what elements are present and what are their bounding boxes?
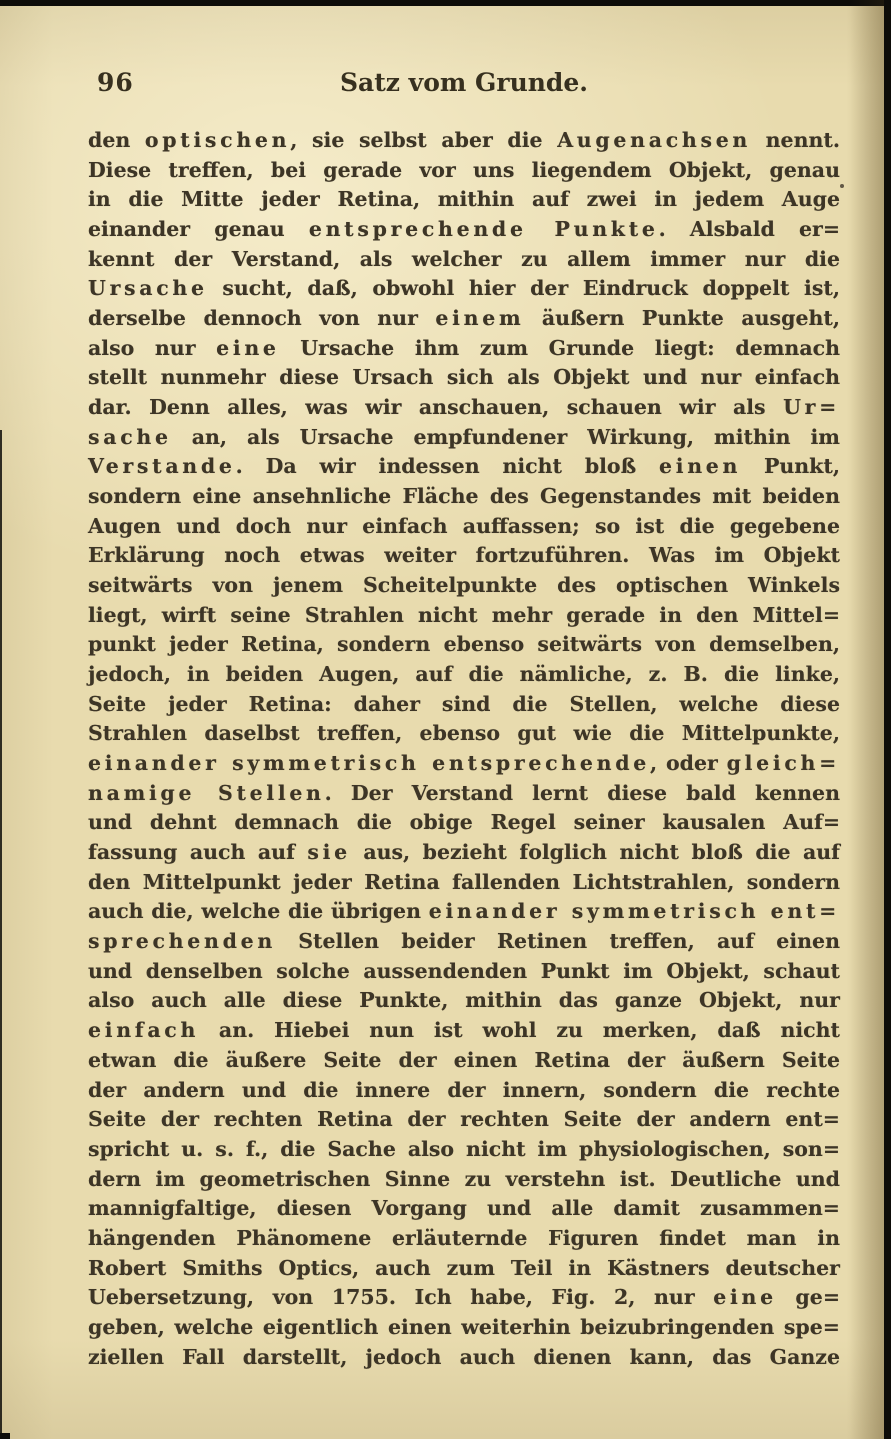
text-segment: Seite der rechten Retina der rechten Seite der andern ent= bbox=[88, 1107, 840, 1132]
text-line bbox=[88, 541, 840, 571]
text-segment: nennt. bbox=[751, 128, 841, 152]
text-line bbox=[88, 1224, 840, 1254]
text-segment: und dehnt demnach die obige Regel seiner kausalen Auf= bbox=[88, 810, 840, 835]
text-segment: Stellen beider Retinen treffen, auf einen bbox=[275, 929, 840, 954]
text-segment: sucht, daß, obwohl hier der Eindruck doppelt ist, bbox=[207, 276, 840, 301]
text-line bbox=[88, 452, 840, 482]
text-line bbox=[88, 1343, 840, 1373]
text-segment: mannigfaltige, diesen Vorgang und alle damit zusammen= bbox=[88, 1196, 840, 1221]
text-segment: etwan die äußere Seite der einen Retina der äußern Seite bbox=[88, 1047, 840, 1072]
text-segment: also nur bbox=[88, 335, 217, 360]
text-segment: , oder bbox=[649, 751, 727, 776]
text-segment: . Alsbald er= bbox=[658, 217, 841, 242]
emphasized-text: gleich= bbox=[726, 751, 841, 776]
text-segment: dar. Denn alles, was wir anschauen, schauen wir als bbox=[88, 395, 784, 420]
text-line bbox=[88, 1283, 840, 1313]
text-segment: Punkt, bbox=[741, 454, 840, 479]
emphasized-text: einem bbox=[435, 306, 525, 331]
text-line bbox=[88, 571, 840, 601]
text-line bbox=[88, 779, 840, 809]
text-line bbox=[88, 838, 840, 868]
emphasized-text: eine bbox=[216, 335, 280, 360]
text-line bbox=[88, 630, 840, 660]
text-segment: der andern und die innere der innern, sondern die rechte bbox=[88, 1077, 840, 1102]
text-line bbox=[88, 808, 840, 838]
text-line bbox=[88, 423, 840, 453]
emphasized-text: sie bbox=[307, 840, 351, 865]
text-segment: auch die, welche die übrigen bbox=[88, 899, 429, 924]
text-line bbox=[88, 986, 840, 1016]
text-line bbox=[88, 363, 840, 393]
text-segment: stellt nunmehr diese Ursach sich als Objekt und nur einfach bbox=[88, 365, 840, 390]
text-segment: und denselben solche aussendenden Punkt im Objekt, schaut bbox=[88, 958, 840, 983]
emphasized-text: Ursache bbox=[88, 276, 208, 301]
text-segment: an. Hiebei nun ist wohl zu merken, daß nicht bbox=[199, 1018, 840, 1043]
scan-corner-bottom-left bbox=[0, 1433, 10, 1439]
text-line bbox=[88, 334, 840, 364]
emphasized-text: optischen bbox=[144, 128, 291, 152]
text-line bbox=[88, 1165, 840, 1195]
text-line bbox=[88, 897, 840, 927]
text-segment: geben, welche eigentlich einen weiterhin beizubringenden spe= bbox=[88, 1314, 840, 1339]
emphasized-text: sprechenden bbox=[88, 929, 276, 954]
text-segment: ge= bbox=[776, 1285, 840, 1310]
text-segment: den bbox=[88, 128, 145, 152]
text-segment: hängenden Phänomene erläuternde Figuren findet man in bbox=[88, 1225, 840, 1250]
text-segment: fassung auch auf bbox=[88, 840, 308, 865]
scan-edge-right bbox=[884, 0, 891, 1439]
emphasized-text: einfach bbox=[88, 1018, 200, 1043]
text-line bbox=[88, 868, 840, 898]
text-segment: ziellen Fall darstellt, jedoch auch dienen kann, das Ganze bbox=[88, 1344, 840, 1369]
text-line bbox=[88, 660, 840, 690]
text-segment: seitwärts von jenem Scheitelpunkte des optischen Winkels bbox=[88, 573, 840, 598]
text-segment: spricht u. s. f., die Sache also nicht im physiologischen, son= bbox=[88, 1136, 840, 1161]
text-segment: jedoch, in beiden Augen, auf die nämliche, z. B. die linke, bbox=[88, 662, 840, 687]
emphasized-text: eine bbox=[713, 1285, 777, 1310]
text-segment: liegt, wirft seine Strahlen nicht mehr gerade in den Mittel= bbox=[88, 602, 840, 627]
text-segment: Diese treffen, bei gerade vor uns liegendem Objekt, genau bbox=[88, 157, 840, 182]
running-title: Satz vom Grunde. bbox=[339, 68, 589, 97]
emphasized-text: Verstande bbox=[88, 454, 236, 479]
body-text bbox=[88, 126, 840, 1372]
text-line bbox=[88, 1135, 840, 1165]
text-segment: einander genau bbox=[88, 217, 309, 242]
text-line bbox=[88, 245, 840, 275]
text-segment: aus, bezieht folglich nicht bloß die auf bbox=[350, 840, 840, 865]
text-line bbox=[88, 1105, 840, 1135]
text-segment: Ursache ihm zum Grunde liegt: demnach bbox=[279, 335, 841, 360]
emphasized-text: einander symmetrisch ent= bbox=[428, 899, 840, 924]
text-segment: an, als Ursache empfundener Wirkung, mithin im bbox=[171, 424, 840, 449]
text-segment: dern im geometrischen Sinne zu verstehn ist. Deutliche und bbox=[88, 1166, 840, 1191]
text-line bbox=[88, 274, 840, 304]
scan-edge-left bbox=[0, 430, 2, 1439]
text-segment: kennt der Verstand, als welcher zu allem immer nur die bbox=[88, 246, 840, 271]
text-segment: also auch alle diese Punkte, mithin das ganze Objekt, nur bbox=[88, 988, 840, 1013]
text-line bbox=[88, 126, 840, 156]
text-line bbox=[88, 393, 840, 423]
text-segment: Robert Smiths Optics, auch zum Teil in Kästners deutscher bbox=[88, 1255, 840, 1280]
page-curvature-shadow bbox=[850, 0, 884, 1439]
ink-speck bbox=[840, 184, 844, 188]
emphasized-text: Ur= bbox=[783, 395, 840, 420]
text-line bbox=[88, 1016, 840, 1046]
text-segment: , sie selbst aber die bbox=[290, 128, 558, 152]
text-line bbox=[88, 482, 840, 512]
emphasized-text: namige Stellen bbox=[88, 780, 325, 805]
text-line bbox=[88, 1046, 840, 1076]
text-segment: derselbe dennoch von nur bbox=[88, 306, 436, 331]
emphasized-text: entsprechende Punkte bbox=[308, 217, 659, 242]
text-segment: . Da wir indessen nicht bloß bbox=[235, 454, 659, 479]
emphasized-text: einen bbox=[659, 454, 742, 479]
text-segment: in die Mitte jeder Retina, mithin auf zwei in jedem Auge bbox=[88, 187, 840, 212]
scan-edge-top bbox=[0, 0, 891, 6]
text-segment: Uebersetzung, von 1755. Ich habe, Fig. 2, nur bbox=[88, 1285, 714, 1310]
text-segment: Seite jeder Retina: daher sind die Stellen, welche diese bbox=[88, 691, 840, 716]
text-line bbox=[88, 1076, 840, 1106]
text-segment: äußern Punkte ausgeht, bbox=[524, 306, 840, 331]
page-number: 96 bbox=[97, 68, 134, 97]
text-segment: Erklärung noch etwas weiter fortzuführen. Was im Objekt bbox=[88, 543, 840, 568]
text-segment: . Der Verstand lernt diese bald kennen bbox=[324, 780, 840, 805]
text-line bbox=[88, 1194, 840, 1224]
text-line bbox=[88, 927, 840, 957]
text-segment: sondern eine ansehnliche Fläche des Gegenstandes mit beiden bbox=[88, 484, 840, 509]
text-line bbox=[88, 1254, 840, 1284]
emphasized-text: sache bbox=[88, 424, 172, 449]
text-line bbox=[88, 215, 840, 245]
text-line bbox=[88, 1313, 840, 1343]
text-line bbox=[88, 719, 840, 749]
text-line bbox=[88, 156, 840, 186]
text-line bbox=[88, 185, 840, 215]
emphasized-text: einander symmetrisch entsprechende bbox=[88, 751, 650, 776]
text-line bbox=[88, 601, 840, 631]
text-segment: den Mittelpunkt jeder Retina fallenden Lichtstrahlen, sondern bbox=[88, 869, 840, 894]
text-line bbox=[88, 749, 840, 779]
text-line bbox=[88, 512, 840, 542]
text-segment: Augen und doch nur einfach auffassen; so ist die gegebene bbox=[88, 513, 840, 538]
text-segment: punkt jeder Retina, sondern ebenso seitwärts von demselben, bbox=[88, 632, 840, 657]
text-line bbox=[88, 690, 840, 720]
text-line bbox=[88, 957, 840, 987]
emphasized-text: Augenachsen bbox=[557, 128, 752, 152]
text-line bbox=[88, 304, 840, 334]
text-segment: Strahlen daselbst treffen, ebenso gut wie die Mittelpunkte, bbox=[88, 721, 840, 746]
